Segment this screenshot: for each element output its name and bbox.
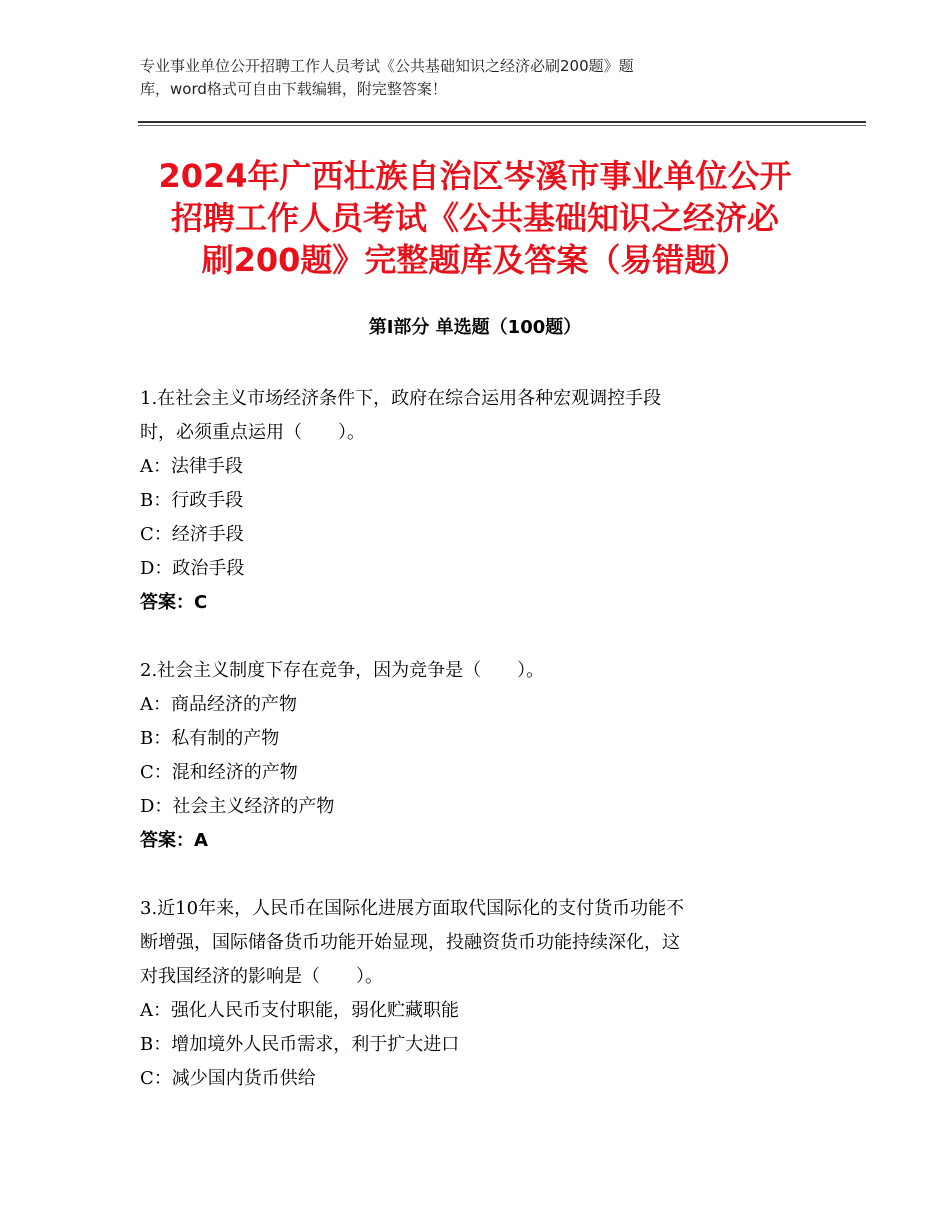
option-a: A：强化人民币支付职能，弱化贮藏职能 [140, 1000, 459, 1021]
title-line: 招聘工作人员考试《公共基础知识之经济必 [170, 199, 779, 237]
option-d: D：政治手段 [140, 558, 245, 579]
question-stem: 对我国经济的影响是（ ）。 [140, 966, 383, 987]
header-divider-thin [138, 125, 866, 126]
option-d: D：社会主义经济的产物 [140, 796, 335, 817]
question-3 [140, 892, 820, 1096]
question-stem: 断增强，国际储备货币功能开始显现，投融资货币功能持续深化，这 [140, 932, 680, 953]
document-title [120, 155, 830, 281]
answer: 答案：C [140, 592, 208, 613]
option-b: B：私有制的产物 [140, 728, 280, 749]
option-b: B：增加境外人民币需求，利于扩大进口 [140, 1034, 460, 1055]
header-note-line: 专业事业单位公开招聘工作人员考试《公共基础知识之经济必刷200题》题 [140, 57, 634, 75]
section-title: 第Ⅰ部分 单选题（100题） [368, 317, 582, 338]
title-line: 刷200题》完整题库及答案（易错题） [201, 241, 749, 279]
title-line: 2024年广西壮族自治区岑溪市事业单位公开 [158, 157, 792, 195]
question-list [140, 382, 820, 1130]
option-a: A：商品经济的产物 [140, 694, 297, 715]
question-stem: 3.近10年来，人民币在国际化进展方面取代国际化的支付货币功能不 [140, 898, 685, 919]
option-c: C：经济手段 [140, 524, 244, 545]
question-stem: 2.社会主义制度下存在竞争，因为竞争是（ ）。 [140, 660, 545, 681]
option-c: C：减少国内货币供给 [140, 1068, 316, 1089]
question-2 [140, 654, 820, 858]
question-stem: 1.在社会主义市场经济条件下，政府在综合运用各种宏观调控手段 [140, 388, 662, 409]
question-1 [140, 382, 820, 620]
question-stem: 时，必须重点运用（ ）。 [140, 422, 365, 443]
option-c: C：混和经济的产物 [140, 762, 298, 783]
option-b: B：行政手段 [140, 490, 244, 511]
option-a: A：法律手段 [140, 456, 243, 477]
header-divider [138, 121, 866, 123]
answer: 答案：A [140, 830, 208, 851]
header-note-line: 库，word格式可自由下载编辑，附完整答案！ [140, 80, 447, 98]
header-note [140, 55, 780, 101]
